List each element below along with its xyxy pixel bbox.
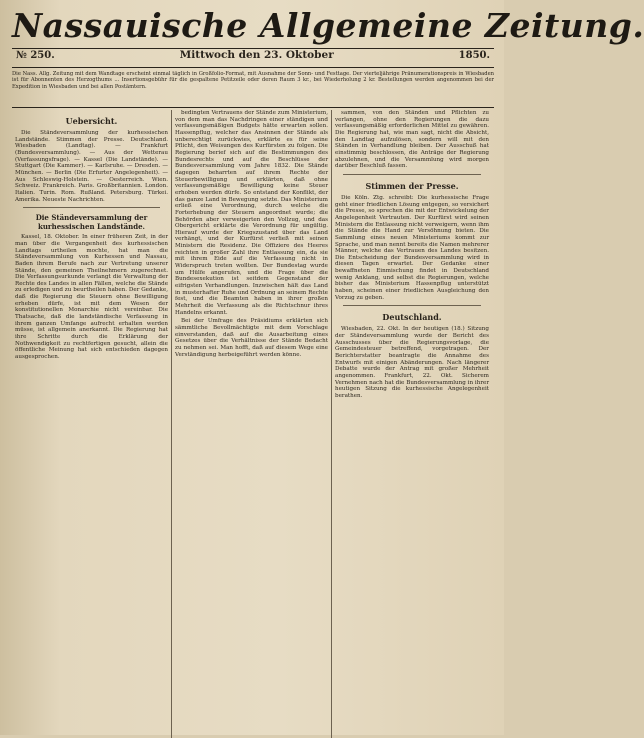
article-heading-standeversammlung: Die Ständeversammlung der kurhessischen Landstände. — [35, 213, 148, 232]
issue-number: № 250. — [16, 50, 55, 61]
divider — [23, 207, 160, 208]
press-article: Die Köln. Ztg. schreibt: Die kurhessische Frage geht einer friedlichen Lösung entgegen, so versichert die Presse, so sprechen die mit der Entwickelung der Angelegenheit Vertrauten. Der Kurfürst wird seinen Ministern die Entlassung nicht verweigern, wenn ihm die Stände die Hand zur Versöhnung bieten. Die Sammlung eines neuen Ministeriums kommt zur Sprache, und man nennt bereits die Namen mehrerer Männer, welche das Vertrauen des Landes besitzen. Die Entscheidung der Bundesversammlung wird in diesen Tagen erwartet. Der Gedanke einer bewaffneten Einmischung findet in Deutschland wenig Anklang, und selbst die Regierungen, welche bisher das Ministerium Hassenpflug unterstützt haben, scheinen einer friedlichen Ausgleichung den Vorzug zu geben. — [335, 194, 489, 301]
column-1 — [12, 110, 172, 738]
issue-date: Mittwoch den 23. Oktober — [179, 49, 334, 61]
article-body-continued-2: Bei der Umfrage des Präsidiums erklärten sich sämmtliche Bevollmächtigte mit dem Vorschlage einverstanden, daß auf die Ausarbeitung eines Gesetzes über die Verhältnisse der Stände Bedacht zu nehmen sei. Man hofft, daß auf diesem Wege eine Verständigung herbeigeführt werden könne. — [175, 318, 328, 358]
germany-heading: Deutschland. — [382, 312, 442, 323]
divider — [343, 174, 481, 175]
germany-news: Wiesbaden, 22. Okt. In der heutigen (18.) Sitzung der Ständeversammlung wurde der Bericht des Ausschusses über die Regierungsvorlage, die Gemeindesteuer betreffend, vorgetragen. Der Berichterstatter beantragte die Annahme des Entwurfs mit einigen Abänderungen. Nach längerer Debatte wurde der Antrag mit großer Mehrheit angenommen. Frankfurt, 22. Okt. Sicherem Vernehmen nach hat die Bundesversammlung in ihrer heutigen Sitzung die kurhessische Angelegenheit berathen. — [335, 326, 489, 399]
article-body-end: sammen, von den Ständen und Pflichten zu verlangen, ohne den Regierungen die dazu verfassungsmäßig erforderlichen Mittel zu gewähren. Die Regierung hat, wie man sagt, nicht die Absicht, den Landtag aufzulösen, sondern will mit den Ständen in Verhandlung bleiben. Der Ausschuß hat einstimmig beschlossen, die Anträge der Regierung abzulehnen, und die Versammlung wird morgen darüber Beschluß fassen. — [335, 110, 489, 170]
column-2 — [172, 110, 332, 738]
issue-bar — [12, 48, 494, 68]
column-3 — [332, 110, 492, 738]
overview-heading: Uebersicht. — [65, 116, 118, 126]
overview-contents: Die Ständeversammlung der kurhessischen Landstände. Stimmen der Presse. Deutschland. Wiesbaden (Landtag). — Frankfurt (Bundesversammlung). — Aus der Wetterau (Verfassungsfrage). — Kassel (Die Landstände). — Stuttgart (Die Kammer). — Karlsruhe. — Dresden. — München. — Berlin (Die Erfurter Angelegenheit). — Aus Schleswig-Holstein. — Oesterreich. Wien. Schweiz. Frankreich. Paris. Großbritannien. London. Italien. Turin. Rom. Rußland. Petersburg. Türkei. Amerika. Neueste Nachrichten. — [15, 130, 168, 203]
masthead-title: Nassauische Allgemeine Zeitung. — [12, 6, 644, 45]
article-body: Kassel, 18. Oktober. In einer früheren Zeit, in der man über die Vergangenheit des kurhessischen Landtags urtheilen mochte, hat man die Ständeversammlung von Kurhessen und Nassau, Baden ihrem Berufe nach zur Vertretung unserer Stände, den gemeinen Theilnehmern zugerechnet. Die Verfassungsurkunde verlangt die Verwaltung der Rechte des Landes in allen Fällen, welche die Stände zu erledigen und zu beurtheilen haben. Der Gedanke, daß die Regierung die Steuern ohne Bewilligung erheben dürfe, ist mit dem Wesen der konstitutionellen Monarchie nicht vereinbar. Die Thatsache, daß die landständische Verfassung in ihrem ganzen Umfange aufrecht erhalten werden müsse, ist allgemein anerkannt. Die Regierung hat ihre Schritte durch die Erklärung der Nothwendigkeit zu rechtfertigen gesucht, allein die öffentliche Meinung hat sich entschieden dagegen ausgesprochen. — [15, 234, 168, 361]
divider — [343, 305, 481, 306]
issue-year: 1850. — [458, 50, 490, 61]
article-body-continued: bedingten Vertrauens der Stände zum Ministerium, von dem man das Nachdringen einer ständigen und verfassungsmäßigen Budgets hätte erwarten sollen. Hassenpflug, welcher das Ansinnen der Stände als unberechtigt zurückwies, erklärte es für seine Pflicht, den Weisungen des Kurfürsten zu folgen. Die Regierung berief sich auf die Bestimmungen des Bundesrechts und auf die Beschlüsse der Bundesversammlung vom Jahre 1832. Die Stände dagegen beharrten auf ihrem Rechte der Steuerbewilligung und erklärten, daß ohne verfassungsmäßige Bewilligung keine Steuer erhoben werden dürfe. So entstand der Konflikt, der das ganze Land in Bewegung setzte. Das Ministerium erließ eine Verordnung, durch welche die Forterhebung der Steuern angeordnet wurde; die Behörden aber verweigerten den Vollzug, und das Obergericht erklärte die Verordnung für ungültig. Hierauf wurde der Kriegszustand über das Land verhängt, und der Kurfürst verließ mit seinen Ministern die Residenz. Die Offiziere des Heeres reichten in großer Zahl ihre Entlassung ein, da sie mit ihrem Eide auf die Verfassung nicht in Widerspruch treten wollten. Der Bundestag wurde um Hülfe angerufen, und die Frage über die Bundesexekution ist seitdem Gegenstand der eifrigsten Verhandlungen. Inzwischen hält das Land in musterhafter Ruhe und Ordnung an seinem Rechte fest, und die Beamten haben in ihrer großen Mehrheit die Verfassung als die Richtschnur ihres Handelns erkannt. — [175, 110, 328, 316]
subscription-notice: Die Nass. Allg. Zeitung mit dem Wandtage erscheint einmal täglich in Großfolio-Format, mit Ausnahme der Sonn- und Festtage. Der vierteljährige Pränumerationspreis in Wiesbaden ist für Abonnenten des Herzogthums ... Insertionsgebühr für die gespaltene Petitzeile oder deren Raum 3 kr., bei Wiederholung 2 kr. Bestellungen werden angenommen bei der Expedition in Wiesbaden und bei allen Postämtern. — [12, 71, 494, 108]
columns — [12, 110, 494, 738]
press-heading: Stimmen der Presse. — [365, 180, 459, 191]
